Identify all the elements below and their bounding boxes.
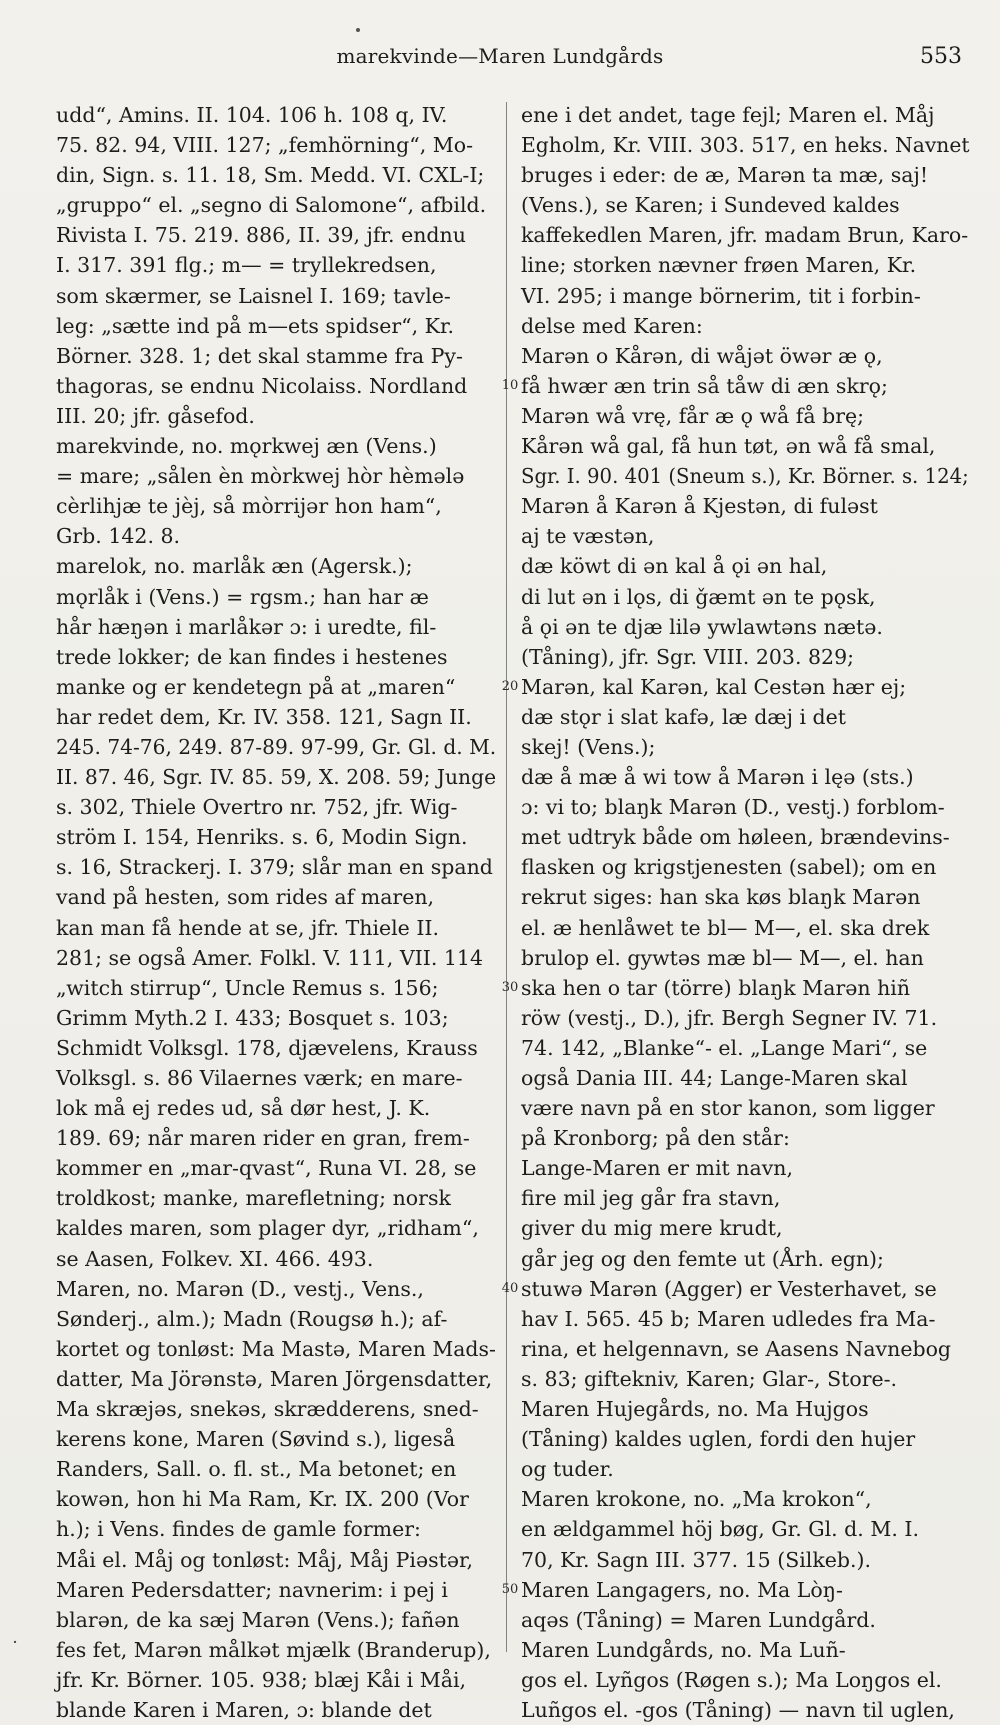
text-line: cèrlihjæ te jèj, så mòrrijər hon ham“, xyxy=(56,494,442,519)
text-line: 75. 82. 94, VIII. 127; „femhörning“, Mo- xyxy=(56,133,474,158)
text-line: 245. 74-76, 249. 87-89. 97-99, Gr. Gl. d. M. xyxy=(56,734,497,759)
text-line: kerens kone, Maren (Søvind s.), ligeså xyxy=(56,1427,456,1452)
text-line: line; storken nævner frøen Maren, Kr. xyxy=(521,253,917,278)
text-line: III. 20; jfr. gåsefod. xyxy=(56,403,255,428)
text-line: Maren, no. Marən (D., vestj., Vens., xyxy=(56,1276,424,1301)
text-line: Sønderj., alm.); Madn (Rougsø h.); af- xyxy=(56,1306,448,1331)
text-line: lok må ej redes ud, så dør hest, J. K. xyxy=(56,1096,431,1121)
text-line: fes fet, Marən målkət mjælk (Branderup), xyxy=(56,1637,491,1662)
text-line: Randers, Sall. o. fl. st., Ma betonet; en xyxy=(56,1457,457,1482)
text-line: mǫrlåk i (Vens.) = rgsm.; han har æ xyxy=(56,584,429,609)
text-line: Marən, kal Karən, kal Cestən hær ej; xyxy=(521,674,907,699)
text-line: (Tåning), jfr. Sgr. VIII. 203. 829; xyxy=(521,644,855,669)
text-line: Ma skræjəs, snekəs, skrædderens, sned- xyxy=(56,1397,479,1422)
line-number: 50 xyxy=(501,1581,519,1597)
text-line: vand på hesten, som rides af maren, xyxy=(56,885,435,910)
text-line: brulop el. gywtəs mæ bl— M—, el. han xyxy=(521,945,924,970)
text-line: Lange-Maren er mit navn, xyxy=(521,1156,794,1181)
margin-mark: ˙ xyxy=(10,1637,20,1661)
text-line: som skærmer, se Laisnel I. 169; tavle- xyxy=(56,283,451,308)
text-line: få hwær æn trin så tåw di æn skrǫ; xyxy=(521,373,888,398)
line-number: 10 xyxy=(501,377,519,393)
text-line: Rivista I. 75. 219. 886, II. 39, jfr. endnu xyxy=(56,223,466,248)
text-line: delse med Karen: xyxy=(521,313,703,338)
text-line: hav I. 565. 45 b; Maren udledes fra Ma- xyxy=(521,1306,936,1331)
text-line: kommer en „mar-qvast“, Runa VI. 28, se xyxy=(56,1156,477,1181)
text-line: dæ å mæ å wi tow å Marən i lęə (sts.) xyxy=(521,765,914,790)
text-line: dæ stǫr i slat kafə, læ dæj i det xyxy=(521,704,847,729)
text-line: 70, Kr. Sagn III. 377. 15 (Silkeb.). xyxy=(521,1547,872,1572)
text-line: Marən å Karən å Kjestən, di fuləst xyxy=(521,494,878,519)
text-line: se Aasen, Folkev. XI. 466. 493. xyxy=(56,1246,374,1271)
text-line: går jeg og den femte ut (Årh. egn); xyxy=(521,1246,884,1271)
text-line: „gruppo“ el. „segno di Salomone“, afbild. xyxy=(56,193,487,218)
text-line: kaffekedlen Maren, jfr. madam Brun, Karo- xyxy=(521,223,969,248)
text-line: troldkost; manke, marefletning; norsk xyxy=(56,1186,451,1211)
text-line: kowən, hon hi Ma Ram, Kr. IX. 200 (Vor xyxy=(56,1487,469,1512)
page-number: 553 xyxy=(920,44,962,69)
text-line: Luñgos el. -gos (Tåning) — navn til uglen, xyxy=(521,1697,955,1722)
text-line: leg: „sætte ind på m—ets spidser“, Kr. xyxy=(56,313,455,338)
text-line: Volksgl. s. 86 Vilaernes værk; en mare- xyxy=(56,1066,463,1090)
text-line: hår hæŋən i marlåkər ɔ: i uredte, fil- xyxy=(56,614,437,639)
text-line: fire mil jeg går fra stavn, xyxy=(521,1186,781,1211)
text-line: være navn på en stor kanon, som ligger xyxy=(521,1096,935,1121)
text-line: å ǫi ən te djæ lilə ywlawtəns nætə. xyxy=(521,614,883,639)
text-line: kaldes maren, som plager dyr, „ridham“, xyxy=(56,1216,479,1241)
column-divider xyxy=(506,102,507,1652)
text-line: thagoras, se endnu Nicolaiss. Nordland xyxy=(56,373,468,398)
text-line: Maren krokone, no. „Ma krokon“, xyxy=(521,1487,872,1512)
right-column xyxy=(521,100,969,1725)
text-line: di lut ən i lǫs, di ǧæmt ən te pǫsk, xyxy=(521,584,876,609)
text-line: har redet dem, Kr. IV. 358. 121, Sagn II. xyxy=(56,704,472,729)
page-header xyxy=(0,40,1000,80)
text-line: met udtryk både om høleen, brændevins- xyxy=(521,825,950,850)
text-line: på Kronborg; på den står: xyxy=(521,1126,790,1151)
text-line: og tuder. xyxy=(521,1457,614,1482)
text-line: Börner. 328. 1; det skal stamme fra Py- xyxy=(56,343,463,368)
text-line: kortet og tonløst: Ma Mastə, Maren Mads- xyxy=(56,1336,496,1361)
text-line: rina, et helgennavn, se Aasens Navnebog xyxy=(521,1336,952,1361)
text-line: ɔ: vi to; blaŋk Marən (D., vestj.) forblom- xyxy=(521,795,945,820)
left-column xyxy=(56,100,496,1725)
text-line: aj te væstən, xyxy=(521,524,655,549)
text-line: 74. 142, „Blanke“- el. „Lange Mari“, se xyxy=(521,1035,928,1060)
text-line: s. 16, Strackerj. I. 379; slår man en spand xyxy=(56,855,493,880)
text-line: udd“, Amins. II. 104. 106 h. 108 q, IV. xyxy=(56,103,448,127)
text-line: s. 83; giftekniv, Karen; Glar-, Store-. xyxy=(521,1366,898,1391)
text-line: I. 317. 391 flg.; m— = tryllekredsen, xyxy=(56,253,437,278)
text-line: blarən, de ka sæj Marən (Vens.); fañən xyxy=(56,1607,460,1632)
print-speck xyxy=(356,28,360,32)
text-line: også Dania III. 44; Lange-Maren skal xyxy=(521,1066,908,1090)
text-line: Schmidt Volksgl. 178, djævelens, Krauss xyxy=(56,1035,478,1060)
text-line: Måi el. Måj og tonløst: Måj, Måj Piəstər, xyxy=(56,1547,474,1572)
text-line: Marən wå vrę, får æ ǫ wå få brę; xyxy=(521,403,865,428)
text-line: Maren Lundgårds, no. Ma Luñ- xyxy=(521,1637,846,1662)
text-line: ene i det andet, tage fejl; Maren el. Måj xyxy=(521,103,935,127)
text-line: 281; se også Amer. Folkl. V. 111, VII. 114 xyxy=(56,945,483,970)
text-line: aqəs (Tåning) = Maren Lundgård. xyxy=(521,1607,876,1632)
text-line: Maren Hujegårds, no. Ma Hujgos xyxy=(521,1397,869,1422)
text-line: marelok, no. marlåk æn (Agersk.); xyxy=(56,554,413,579)
text-line: s. 302, Thiele Overtro nr. 752, jfr. Wig- xyxy=(56,795,458,820)
text-line: h.); i Vens. findes de gamle former: xyxy=(56,1517,421,1542)
text-line: bruges i eder: de æ, Marən ta mæ, saj! xyxy=(521,163,929,188)
text-line: manke og er kendetegn på at „maren“ xyxy=(56,674,456,699)
text-line: din, Sign. s. 11. 18, Sm. Medd. VI. CXL-I; xyxy=(56,163,485,188)
text-line: ska hen o tar (törre) blaŋk Marən hiñ xyxy=(521,975,911,1000)
text-line: „witch stirrup“, Uncle Remus s. 156; xyxy=(56,975,439,1000)
text-line: trede lokker; de kan findes i hestenes xyxy=(56,644,448,669)
text-line: blande Karen i Maren, ɔ: blande det xyxy=(56,1697,432,1722)
text-line: kan man få hende at se, jfr. Thiele II. xyxy=(56,915,440,940)
text-line: datter, Ma Jörənstə, Maren Jörgensdatter, xyxy=(56,1366,493,1391)
text-line: skej! (Vens.); xyxy=(521,734,656,759)
line-number: 20 xyxy=(501,678,519,694)
text-line: Marən o Kårən, di wåjət öwər æ ǫ, xyxy=(521,343,883,368)
text-line: marekvinde, no. mǫrkwej æn (Vens.) xyxy=(56,434,437,459)
text-line: el. æ henlåwet te bl— M—, el. ska drek xyxy=(521,915,930,940)
text-line: Maren Pedersdatter; navnerim: i pej i xyxy=(56,1577,448,1602)
line-number: 30 xyxy=(501,979,519,995)
text-line: en ældgammel höj bøg, Gr. Gl. d. M. I. xyxy=(521,1517,919,1542)
text-line: gos el. Lyñgos (Røgen s.); Ma Loŋgos el. xyxy=(521,1667,942,1692)
text-line: 189. 69; når maren rider en gran, frem- xyxy=(56,1126,470,1151)
text-line: ström I. 154, Henriks. s. 6, Modin Sign. xyxy=(56,825,468,850)
text-line: Maren Langagers, no. Ma Lòŋ- xyxy=(521,1577,843,1602)
text-line: röw (vestj., D.), jfr. Bergh Segner IV. 71. xyxy=(521,1005,938,1030)
text-line: Egholm, Kr. VIII. 303. 517, en heks. Navnet xyxy=(521,133,970,158)
text-line: VI. 295; i mange börnerim, tit i forbin- xyxy=(521,283,921,308)
text-line: giver du mig mere krudt, xyxy=(521,1216,783,1241)
text-line: Grimm Myth.2 I. 433; Bosquet s. 103; xyxy=(56,1005,449,1030)
text-line: Grb. 142. 8. xyxy=(56,524,181,549)
text-line: Sgr. I. 90. 401 (Sneum s.), Kr. Börner. s. 124; xyxy=(521,464,969,489)
text-line: = mare; „sålen èn mòrkwej hòr hèmələ xyxy=(56,464,465,489)
line-number: 40 xyxy=(501,1280,519,1296)
text-line: Kårən wå gal, få hun tøt, ən wå få smal, xyxy=(521,434,936,459)
text-line: (Tåning) kaldes uglen, fordi den hujer xyxy=(521,1427,916,1452)
text-line: (Vens.), se Karen; i Sundeved kaldes xyxy=(521,193,900,218)
text-line: rekrut siges: han ska køs blaŋk Marən xyxy=(521,885,921,910)
text-line: dæ köwt di ən kal å ǫi ən hal, xyxy=(521,554,828,579)
text-line: stuwə Marən (Agger) er Vesterhavet, se xyxy=(521,1276,937,1301)
running-head: marekvinde—Maren Lundgårds xyxy=(336,44,664,68)
text-line: II. 87. 46, Sgr. IV. 85. 59, X. 208. 59; Junge xyxy=(56,765,497,790)
text-line: flasken og krigstjenesten (sabel); om en xyxy=(521,855,937,880)
text-line: jfr. Kr. Börner. 105. 938; blæj Kåi i Måi, xyxy=(56,1667,467,1692)
